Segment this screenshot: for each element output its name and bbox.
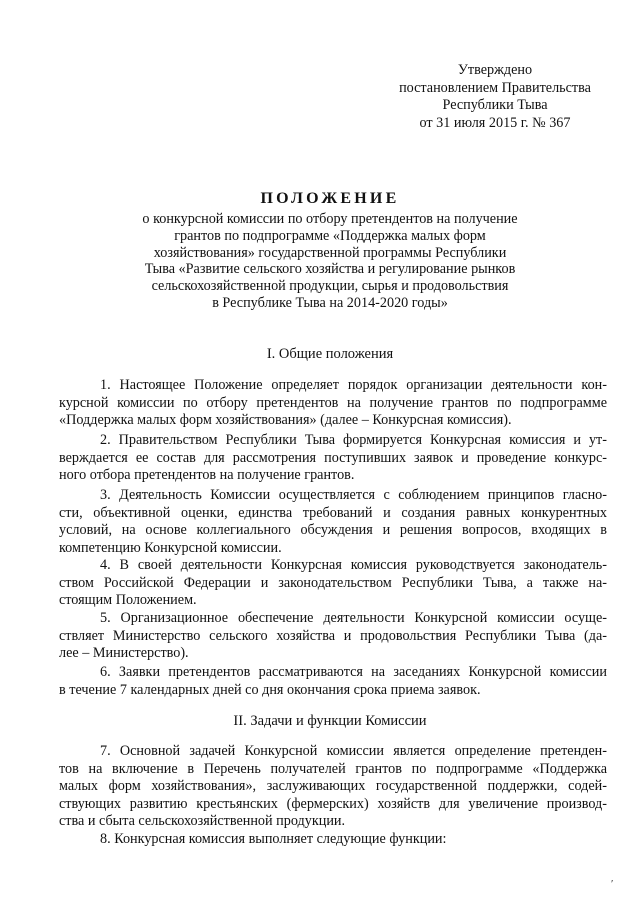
document-title: ПОЛОЖЕНИЕ bbox=[260, 190, 400, 207]
paragraph-line: курсной комиссии по отбору претендентов на получение грантов по подпрограмме bbox=[59, 394, 607, 411]
paragraph-line: малых форм хозяйствования», заслуживающих государственной поддержки, содей- bbox=[59, 778, 607, 795]
paragraph-5 bbox=[59, 610, 607, 663]
paragraph-line: условий, на основе коллегиального обсуждения и решения вопросов, входящих в bbox=[59, 522, 607, 539]
subtitle-line: хозяйствования» государственной программы Республики bbox=[153, 244, 507, 261]
paragraph-line: ствляет Министерство сельского хозяйства и продовольствия Республики Тыва (да- bbox=[59, 627, 607, 644]
paragraph-line: тов на включение в Перечень получателей грантов по подпрограмме «Поддержка bbox=[59, 760, 607, 777]
paragraph-line: 8. Конкурсная комиссия выполняет следующие функции: bbox=[100, 831, 447, 847]
subtitle-line: Тыва «Развитие сельского хозяйства и регулирование рынков bbox=[144, 261, 516, 278]
paragraph-line: ством Российской Федерации и законодательством Республики Тыва, а также на- bbox=[59, 574, 607, 591]
paragraph-line: стоящим Положением. bbox=[59, 592, 197, 609]
paragraph-line: компетенцию Конкурсной комиссии. bbox=[59, 539, 282, 556]
section-heading: II. Задачи и функции Комиссии bbox=[233, 713, 427, 729]
paragraph-line: 6. Заявки претендентов рассматриваются на заседаниях Конкурсной комиссии bbox=[100, 664, 607, 680]
paragraph-line: в течение 7 календарных дней со дня окончания срока приема заявок. bbox=[59, 681, 481, 698]
subtitle-line: грантов по подпрограмме «Поддержка малых форм bbox=[174, 227, 486, 244]
paragraph-line: верждается ее состав для рассмотрения поступивших заявок и проведение конкурс- bbox=[59, 449, 607, 466]
paragraph-4 bbox=[59, 557, 607, 610]
approval-line: Республики Тыва bbox=[442, 97, 548, 113]
paragraph-line: ства и сбыта сельскохозяйственной продукции. bbox=[59, 813, 346, 830]
paragraph-line: 2. Правительством Республики Тыва формируется Конкурсная комиссия и ут- bbox=[100, 432, 607, 448]
paragraph-line: «Поддержка малых форм хозяйствования» (далее – Конкурсная комиссия). bbox=[59, 412, 512, 429]
approval-stamp bbox=[383, 62, 607, 132]
subtitle-line: сельскохозяйственной продукции, сырья и продовольствия bbox=[151, 278, 509, 295]
paragraph-line: 4. В своей деятельности Конкурсная комиссия руководствуется законодатель- bbox=[100, 557, 607, 573]
paragraph-line: ного отбора претендентов на получение грантов. bbox=[59, 467, 355, 484]
paragraph-line: ствующих развитию крестьянских (фермерских) хозяйств для увеличение производ- bbox=[59, 795, 607, 812]
document-subtitle bbox=[60, 211, 600, 312]
paragraph-2 bbox=[59, 432, 607, 485]
scan-mark-icon: ′ bbox=[611, 878, 614, 890]
paragraph-line: 1. Настоящее Положение определяет порядок организации деятельности кон- bbox=[100, 377, 607, 393]
section-heading: I. Общие положения bbox=[266, 346, 394, 362]
paragraph-line: лее – Министерство). bbox=[59, 645, 189, 662]
paragraph-line: 5. Организационное обеспечение деятельности Конкурсной комиссии осуще- bbox=[100, 610, 607, 626]
paragraph-8 bbox=[59, 831, 607, 849]
paragraph-3 bbox=[59, 487, 607, 557]
paragraph-line: 3. Деятельность Комиссии осуществляется с соблюдением принципов гласно- bbox=[100, 487, 607, 503]
paragraph-line: сти, объективной оценки, единства требований и создания равных конкурентных bbox=[59, 504, 607, 521]
approval-line: от 31 июля 2015 г. № 367 bbox=[419, 114, 571, 131]
approval-line: Утверждено bbox=[457, 62, 533, 78]
paragraph-1 bbox=[59, 377, 607, 430]
document-title-block bbox=[60, 189, 600, 312]
subtitle-line: в Республике Тыва на 2014-2020 годы» bbox=[212, 294, 448, 311]
approval-line: постановлением Правительства bbox=[399, 79, 591, 96]
paragraph-line: 7. Основной задачей Конкурсной комиссии является определение претенден- bbox=[100, 743, 607, 759]
subtitle-line: о конкурсной комиссии по отбору претендентов на получение bbox=[142, 211, 518, 227]
paragraph-6 bbox=[59, 664, 607, 699]
paragraph-7 bbox=[59, 743, 607, 831]
